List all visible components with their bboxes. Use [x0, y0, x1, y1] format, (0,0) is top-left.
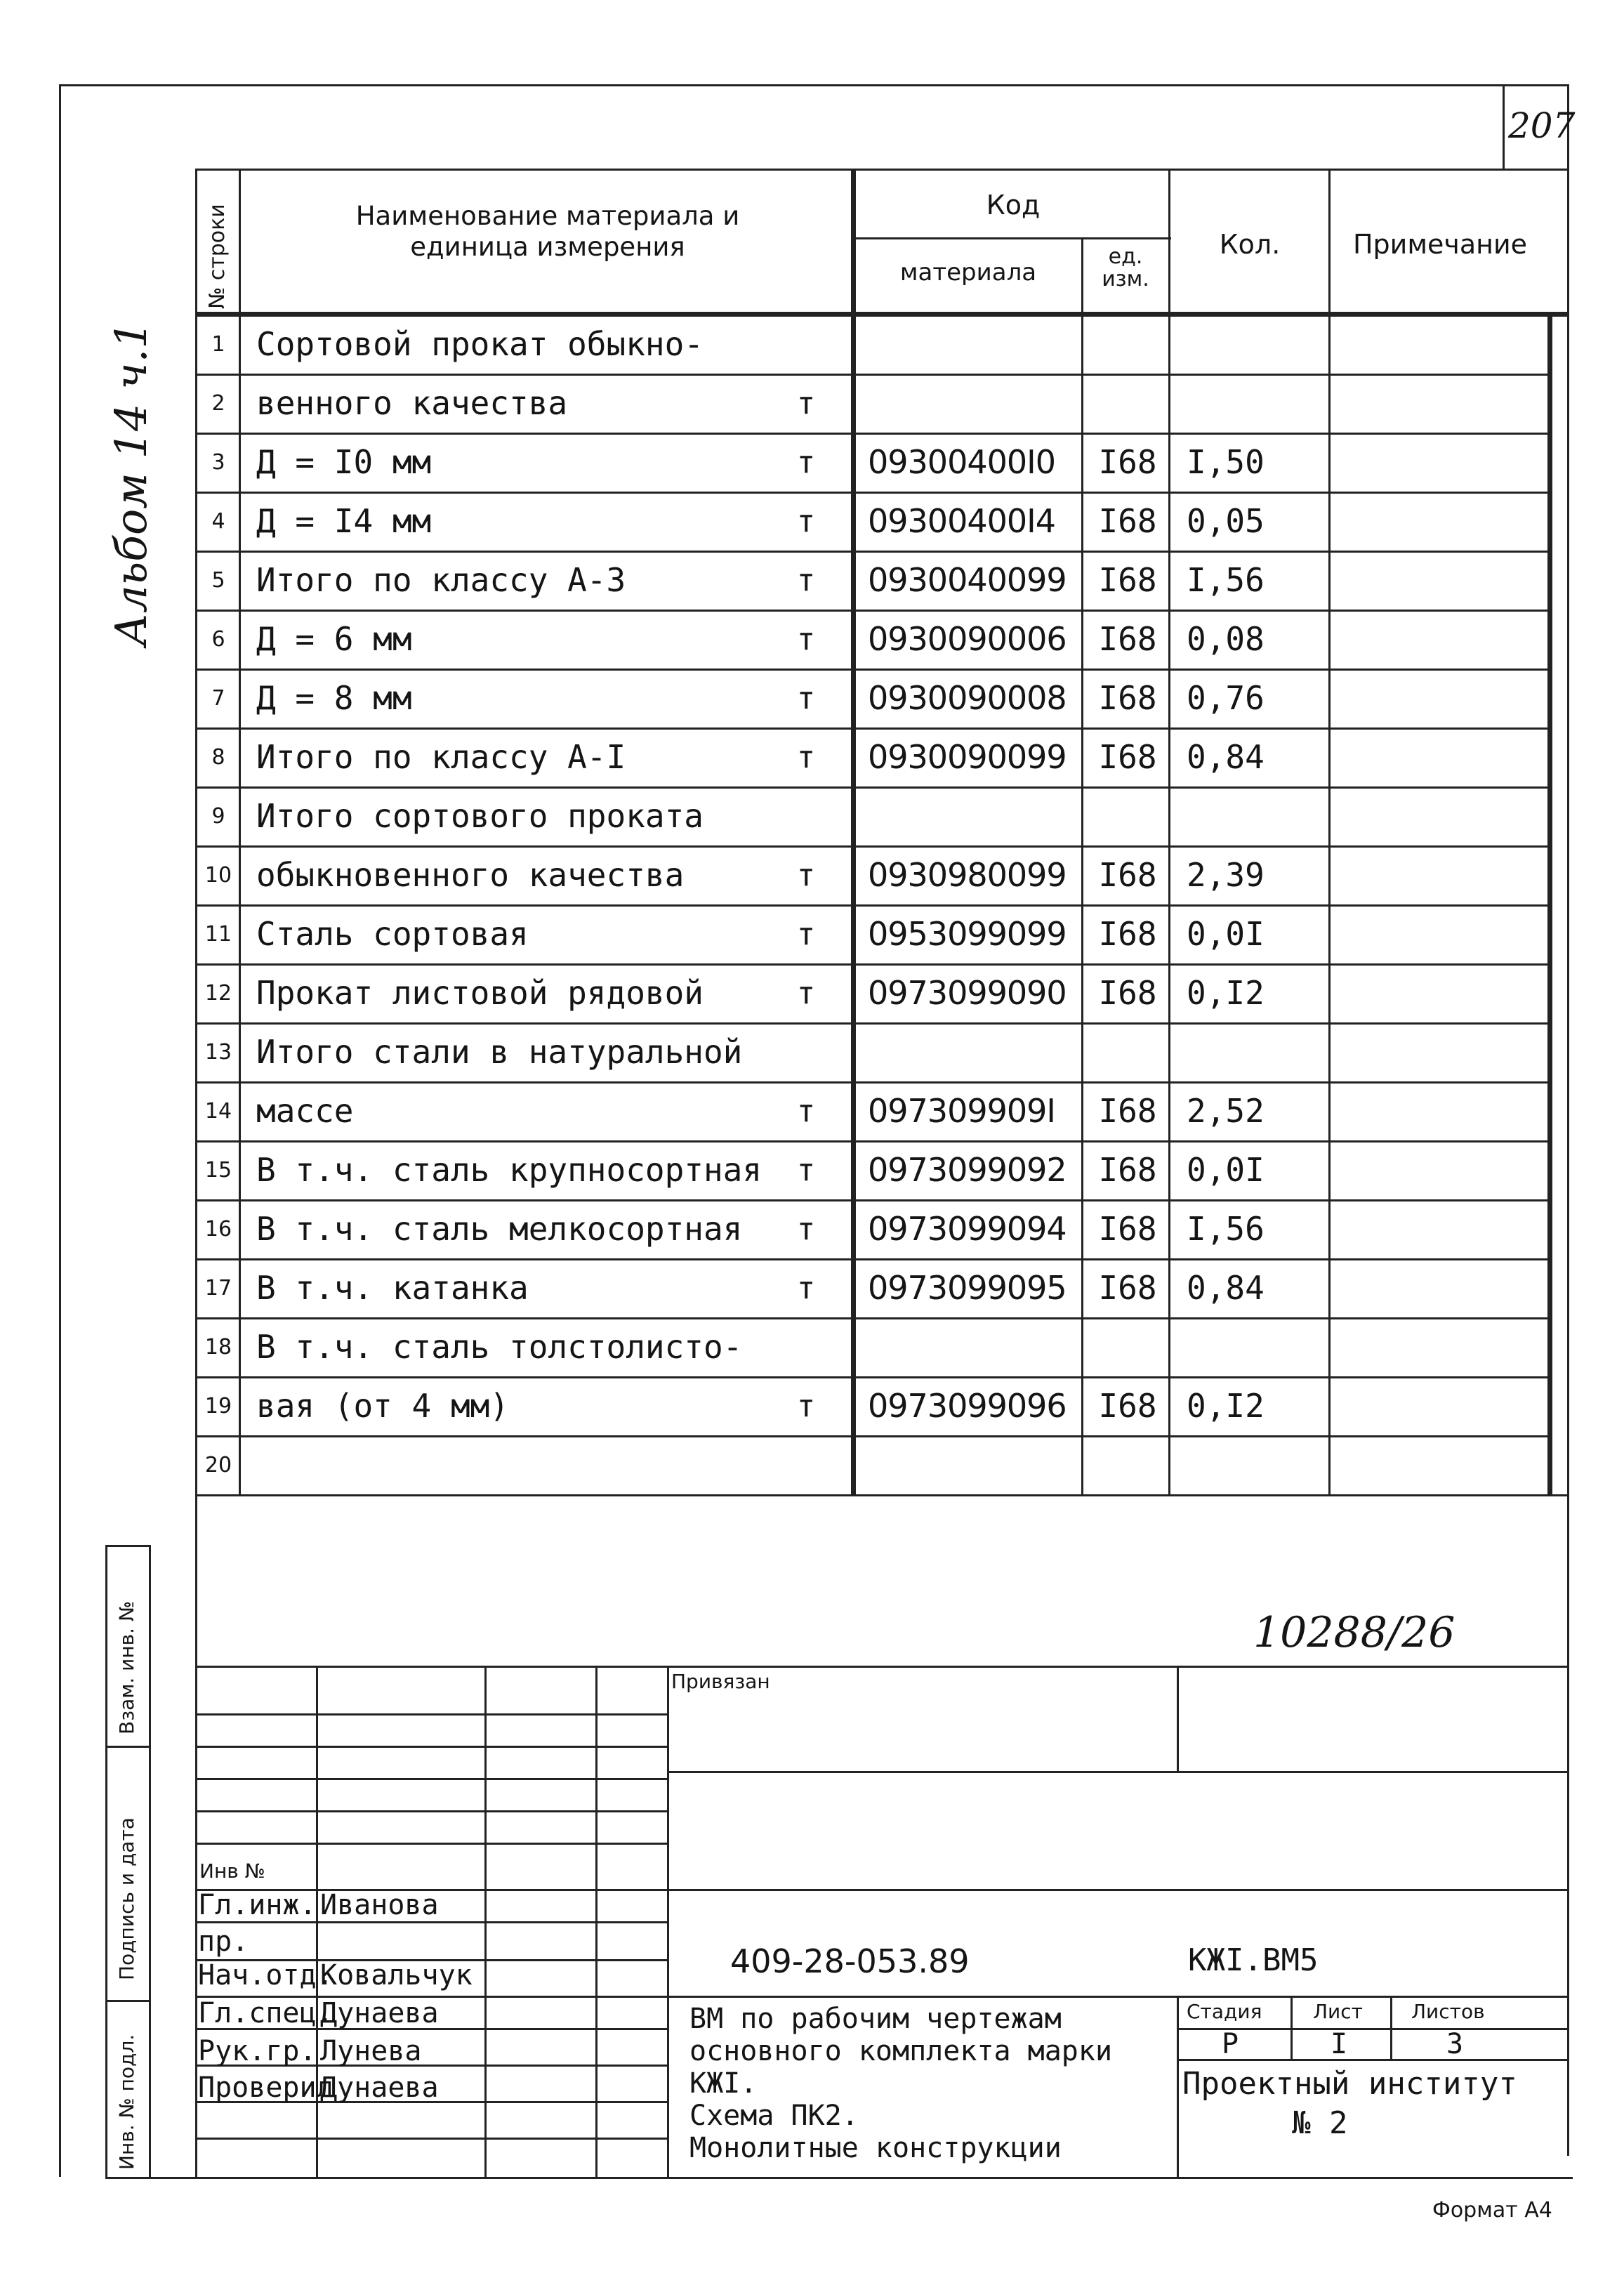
sheets-value: 3 [1446, 2028, 1464, 2060]
row-measure: I68 [1098, 1151, 1157, 1189]
title-block-line [195, 1810, 667, 1812]
side-label-inv-podl: Инв. № подл. [115, 2034, 138, 2170]
row-code: 0973099090 [868, 974, 1067, 1012]
row-qty: 0,0I [1187, 1151, 1265, 1189]
row-number: 3 [211, 449, 225, 475]
row-unit [785, 1437, 827, 1493]
row-unit: т [796, 975, 816, 1011]
row-name: Д = 6 мм [256, 620, 412, 658]
header-unit: ед. изм. [1102, 244, 1149, 291]
row-code: 0930040099 [868, 561, 1067, 599]
row-number: 14 [204, 1098, 232, 1124]
row-name: Д = I0 мм [256, 443, 432, 481]
row-qty: 0,84 [1187, 1269, 1265, 1307]
row-number: 15 [204, 1157, 232, 1183]
table-row [0, 434, 1624, 490]
frame-top [59, 84, 1569, 86]
row-measure [1085, 1024, 1170, 1080]
row-measure: I68 [1098, 443, 1157, 481]
table-bottom [195, 1494, 1567, 1496]
row-measure: I68 [1098, 502, 1157, 540]
row-unit: т [796, 621, 816, 657]
row-unit [785, 316, 827, 372]
row-code: 0973099096 [868, 1387, 1067, 1425]
row-number: 7 [211, 685, 225, 711]
row-name: В т.ч. катанка [256, 1269, 529, 1307]
side-strip-div2 [105, 2000, 149, 2002]
row-unit: т [796, 385, 816, 421]
stage-label: Стадия [1187, 2000, 1262, 2023]
table-top [195, 169, 1567, 171]
row-qty: 0,05 [1187, 502, 1265, 540]
row-name: вая (от 4 мм) [256, 1387, 510, 1425]
row-unit: т [796, 1093, 816, 1129]
row-measure [1085, 1319, 1170, 1375]
tb-privyazan-bottom [667, 1771, 1567, 1773]
row-number: 2 [211, 390, 225, 416]
row-number: 17 [204, 1275, 232, 1300]
table-row [0, 1142, 1624, 1198]
row-number: 20 [204, 1452, 232, 1477]
inv-label: Инв № [199, 1859, 265, 1883]
staff-role: Нач.отд. [198, 1959, 334, 1991]
table-row [0, 1378, 1624, 1434]
row-unit [785, 1319, 827, 1375]
row-unit: т [796, 1270, 816, 1306]
row-measure: I68 [1098, 1092, 1157, 1130]
table-row [0, 729, 1624, 785]
table-row [0, 965, 1624, 1021]
table-row [0, 611, 1624, 667]
tb-col4 [667, 1666, 669, 2177]
row-qty: I,50 [1187, 443, 1265, 481]
doc-code: 409-28-053.89 [730, 1942, 970, 1980]
title-block-line [195, 1778, 667, 1780]
header-name: Наименование материала и единица измерения [355, 201, 740, 262]
row-code: 0973099095 [868, 1269, 1067, 1307]
row-name: Прокат листовой рядовой [256, 974, 704, 1012]
row-number: 8 [211, 744, 225, 770]
description-line: основного комплекта марки [689, 2035, 1113, 2067]
org-line2: № 2 [1292, 2105, 1348, 2141]
row-number: 9 [211, 803, 225, 829]
header-material: материала [899, 258, 1037, 287]
row-unit [785, 788, 827, 844]
row-number: 12 [204, 980, 232, 1006]
row-code: 0930090008 [868, 679, 1067, 717]
row-measure: I68 [1098, 561, 1157, 599]
stage-value: Р [1222, 2028, 1239, 2060]
row-unit [785, 1024, 827, 1080]
table-row [0, 375, 1624, 431]
row-unit: т [796, 1211, 816, 1247]
description-line: Схема ПК2. [689, 2100, 859, 2132]
tb-col5b [1177, 1996, 1179, 2177]
row-name: массе [256, 1092, 354, 1130]
row-unit: т [796, 857, 816, 893]
row-measure: I68 [1098, 738, 1157, 776]
row-unit: т [796, 1388, 816, 1424]
row-name: Итого стали в натуральной [256, 1033, 743, 1071]
sheet-label: Лист [1313, 2000, 1363, 2023]
row-qty: 0,0I [1187, 915, 1265, 953]
frame-bottom [105, 2177, 1573, 2179]
tb-top [195, 1666, 1567, 1668]
page-number: 207 [1508, 105, 1576, 146]
tb-mid [667, 1889, 1567, 1891]
side-strip-right [149, 1545, 151, 2177]
row-measure [1085, 375, 1170, 431]
tb-stage-col [1290, 1996, 1293, 2059]
table-row [0, 1024, 1624, 1080]
tb-desc-top [667, 1996, 1567, 1998]
privyazan-label: Привязан [671, 1670, 770, 1693]
side-strip-left [105, 1545, 107, 2177]
handwritten-number: 10288/26 [1253, 1608, 1455, 1657]
staff-name: Лунева [320, 2035, 422, 2067]
row-code: 0973099094 [868, 1210, 1067, 1248]
side-strip-div1 [105, 1746, 149, 1748]
title-block-line [195, 1843, 667, 1845]
code-sub-line [855, 237, 1171, 239]
row-code: 09300400I0 [868, 443, 1055, 481]
side-label-sign: Подпись и дата [115, 1817, 138, 1980]
staff-role: Рук.гр. [198, 2035, 317, 2067]
row-measure: I68 [1098, 679, 1157, 717]
album-note: Альбом 14 ч.1 [105, 321, 157, 646]
row-qty: I,56 [1187, 1210, 1265, 1248]
table-row [0, 1260, 1624, 1316]
side-label-inv: Взам. инв. № [115, 1600, 138, 1734]
row-code: 097309909I [868, 1092, 1055, 1130]
row-qty: 0,I2 [1187, 974, 1265, 1012]
sheet-value: I [1331, 2028, 1348, 2060]
row-measure: I68 [1098, 974, 1157, 1012]
row-number: 5 [211, 567, 225, 593]
table-row [0, 1201, 1624, 1257]
row-unit: т [796, 1152, 816, 1188]
staff-name: Дунаева [320, 2072, 439, 2104]
header-qty: Кол. [1219, 229, 1281, 260]
row-qty: I,56 [1187, 561, 1265, 599]
row-name: Итого по классу А-I [256, 738, 626, 776]
page-number-box-left [1503, 84, 1505, 170]
row-measure: I68 [1098, 856, 1157, 894]
table-row [0, 788, 1624, 844]
row-name: Итого по классу А-3 [256, 561, 626, 599]
row-measure: I68 [1098, 915, 1157, 953]
table-row [0, 552, 1624, 608]
row-code: 09300400I4 [868, 502, 1055, 540]
row-number: 6 [211, 626, 225, 652]
row-unit: т [796, 503, 816, 539]
sheets-label: Листов [1411, 2000, 1485, 2023]
row-code: 0930090099 [868, 738, 1067, 776]
staff-name: Ковальчук [320, 1959, 473, 1991]
table-row [0, 906, 1624, 962]
row-unit: т [796, 444, 816, 480]
row-qty: 2,39 [1187, 856, 1265, 894]
table-row [0, 1319, 1624, 1375]
row-number: 19 [204, 1393, 232, 1418]
row-measure: I68 [1098, 1269, 1157, 1307]
staff-name: Дунаева [320, 1997, 439, 2029]
tb-left [195, 1494, 197, 2177]
row-code: 0953099099 [868, 915, 1067, 953]
row-number: 13 [204, 1039, 232, 1065]
header-code: Код [986, 190, 1041, 220]
table-row [0, 1083, 1624, 1139]
row-number: 10 [204, 862, 232, 888]
staff-role: пр. [198, 1925, 249, 1958]
row-unit: т [796, 739, 816, 775]
row-measure [1085, 1437, 1170, 1493]
row-number: 11 [204, 921, 232, 947]
row-code: 0930090006 [868, 620, 1067, 658]
row-measure: I68 [1098, 1210, 1157, 1248]
row-qty: 2,52 [1187, 1092, 1265, 1130]
row-name: Итого сортового проката [256, 797, 704, 835]
header-row-no: № строки [205, 204, 230, 309]
description-line: Монолитные конструкции [689, 2132, 1062, 2164]
row-name: Сталь сортовая [256, 915, 529, 953]
row-measure: I68 [1098, 1387, 1157, 1425]
row-name: В т.ч. сталь крупносортная [256, 1151, 763, 1189]
row-measure [1085, 788, 1170, 844]
table-row [0, 1437, 1624, 1493]
header-note: Примечание [1352, 229, 1528, 260]
row-qty: 0,84 [1187, 738, 1265, 776]
row-unit: т [796, 680, 816, 716]
title-block-line [195, 1921, 667, 1923]
title-block-line [195, 2138, 667, 2140]
row-measure [1085, 316, 1170, 372]
tb-sheet-col [1390, 1996, 1392, 2059]
row-name: венного качества [256, 384, 568, 422]
tb-col5 [1177, 1666, 1179, 1771]
title-block-line [195, 1746, 667, 1748]
table-row [0, 670, 1624, 726]
row-qty: 0,76 [1187, 679, 1265, 717]
table-row [0, 316, 1624, 372]
format-label: Формат А4 [1432, 2198, 1552, 2223]
row-number: 16 [204, 1216, 232, 1242]
row-qty: 0,I2 [1187, 1387, 1265, 1425]
row-name: В т.ч. сталь толстолисто- [256, 1328, 743, 1366]
row-name: Д = 8 мм [256, 679, 412, 717]
row-name: обыкновенного качества [256, 856, 685, 894]
mark: КЖI.ВМ5 [1188, 1942, 1319, 1978]
staff-role: Гл.инж. [198, 1889, 317, 1921]
row-number: 18 [204, 1334, 232, 1359]
row-code: 0930980099 [868, 856, 1067, 894]
table-row [0, 847, 1624, 903]
row-name: Д = I4 мм [256, 502, 432, 540]
side-strip-top [105, 1545, 149, 1547]
row-unit: т [796, 916, 816, 952]
title-block-line [195, 1713, 667, 1716]
row-name: Сортовой прокат обыкно- [256, 325, 704, 363]
row-code: 0973099092 [868, 1151, 1067, 1189]
row-unit: т [796, 562, 816, 598]
table-row [0, 493, 1624, 549]
description-line: ВМ по рабочим чертежам [689, 2003, 1062, 2035]
org-line1: Проектный институт [1182, 2066, 1517, 2102]
row-number: 4 [211, 508, 225, 534]
description-line: КЖI. [689, 2067, 758, 2100]
row-name: В т.ч. сталь мелкосортная [256, 1210, 743, 1248]
row-qty: 0,08 [1187, 620, 1265, 658]
staff-name: Иванова [320, 1889, 439, 1921]
staff-role: Гл.спец. [198, 1997, 334, 2029]
row-measure: I68 [1098, 620, 1157, 658]
row-number: 1 [211, 331, 225, 357]
staff-role: Проверил [198, 2072, 334, 2104]
